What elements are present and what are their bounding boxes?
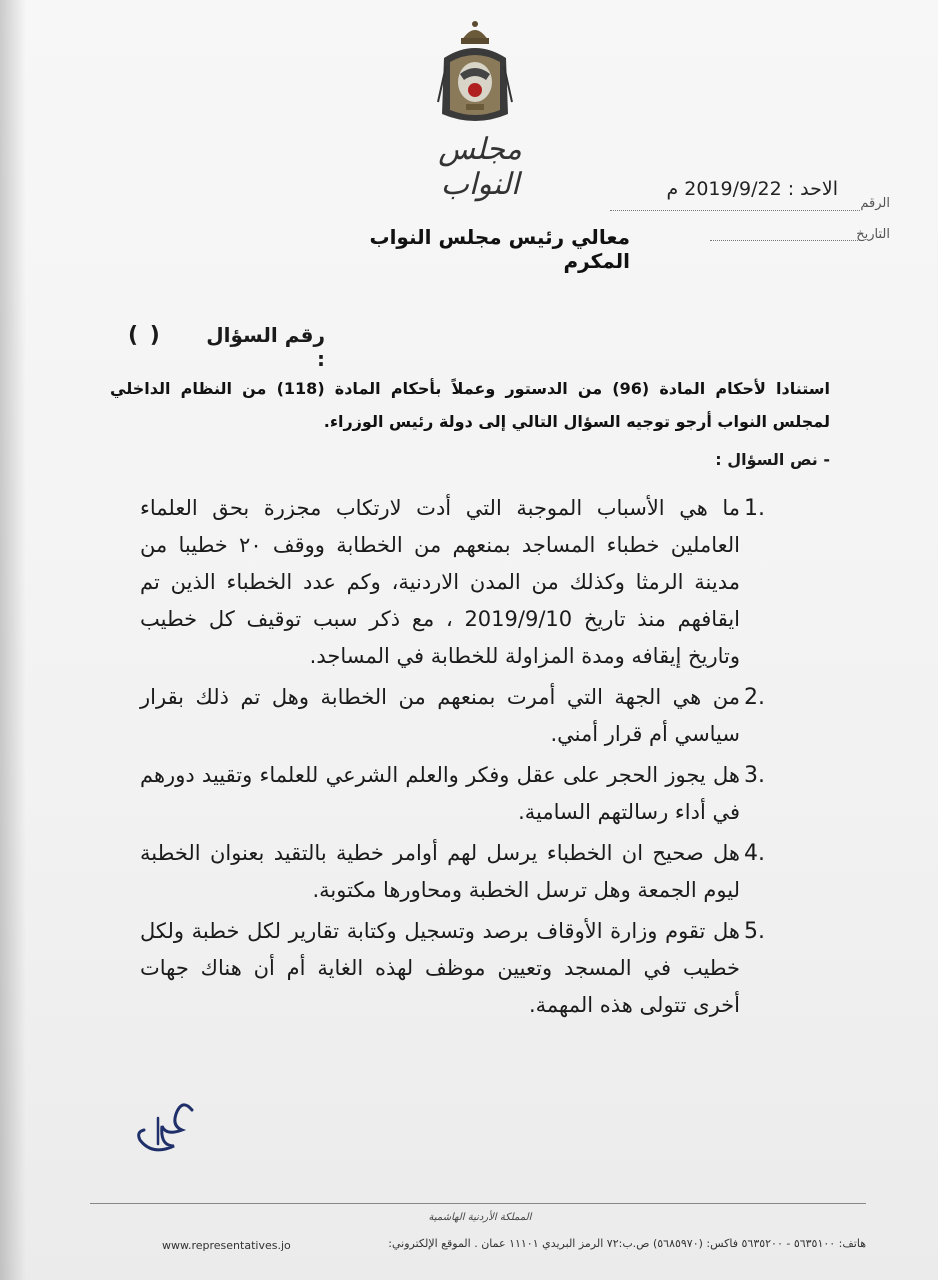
- question-text: هل صحيح ان الخطباء يرسل لهم أوامر خطية بالتقيد بعنوان الخطبة ليوم الجمعة وهل ترسل الخطبة ومحاورها مكتوبة.: [140, 841, 740, 902]
- question-number: 3.: [744, 763, 765, 788]
- questions-list: [140, 490, 765, 1028]
- question-item: [140, 913, 765, 1024]
- date-line: [710, 240, 860, 241]
- signature: [122, 1096, 222, 1160]
- question-number: 4.: [744, 841, 765, 866]
- question-text-label: - نص السؤال :: [715, 450, 830, 469]
- question-number: 2.: [744, 685, 765, 710]
- question-item: [140, 757, 765, 831]
- number-line: [610, 210, 860, 211]
- preamble: استنادا لأحكام المادة (96) من الدستور وعملاً بأحكام المادة (118) من النظام الداخلي لمجلس النواب أرجو توجيه السؤال التالي إلى دولة رئيس الوزراء.: [110, 379, 831, 431]
- council-logo: مجلس النواب: [438, 132, 522, 202]
- footer-contact: هاتف: ٥٦٣٥١٠٠ - ٥٦٣٥٢٠٠ فاكس: (٥٦٨٥٩٧٠) ص.ب:٧٢ الرمز البريدي ١١١٠١ عمان . الموقع الإلكتروني:: [388, 1237, 866, 1250]
- footer-rule: [90, 1203, 866, 1204]
- question-item: [140, 490, 765, 675]
- question-number: 5.: [744, 919, 765, 944]
- question-text: هل تقوم وزارة الأوقاف برصد وتسجيل وكتابة تقارير لكل خطبة ولكل خطيب في المسجد وتعيين موظف لهذه الغاية أم أن هناك جهات أخرى تتولى هذه المهمة.: [140, 919, 740, 1017]
- addressee: معالي رئيس مجلس النواب المكرم: [369, 225, 630, 273]
- date-label: التاريخ: [856, 227, 890, 242]
- footer-mark: المملكة الأردنية الهاشمية: [428, 1212, 532, 1223]
- question-text: ما هي الأسباب الموجبة التي أدت لارتكاب مجزرة بحق العلماء العاملين خطباء المساجد بمنعهم من الخطابة ووقف ٢٠ خطيبا من مدينة الرمثا وكذلك من المدن الاردنية، وكم عدد الخطباء الذين تم ايقافهم منذ تاريخ 2019/9/10 ، مع ذكر سبب توقيف كل خطيب وتاريخ إيقافه ومدة المزاولة للخطابة في المساجد.: [140, 496, 740, 668]
- question-number-parens: ( ): [128, 323, 162, 348]
- question-text: من هي الجهة التي أمرت بمنعهم من الخطابة وهل تم ذلك بقرار سياسي أم قرار أمني.: [140, 685, 740, 746]
- question-number-label: رقم السؤال :: [206, 323, 325, 371]
- question-item: [140, 679, 765, 753]
- footer-website-link[interactable]: www.representatives.jo: [162, 1239, 291, 1252]
- question-item: [140, 835, 765, 909]
- number-label: الرقم: [860, 196, 890, 211]
- page-edge-shadow: [0, 0, 26, 1280]
- date-value: الاحد : 2019/9/22 م: [666, 178, 838, 200]
- coat-of-arms-icon: [436, 18, 514, 130]
- question-text: هل يجوز الحجر على عقل وفكر والعلم الشرعي للعلماء وتقييد دورهم في أداء رسالتهم السامية.: [140, 763, 740, 824]
- question-number: 1.: [744, 496, 765, 521]
